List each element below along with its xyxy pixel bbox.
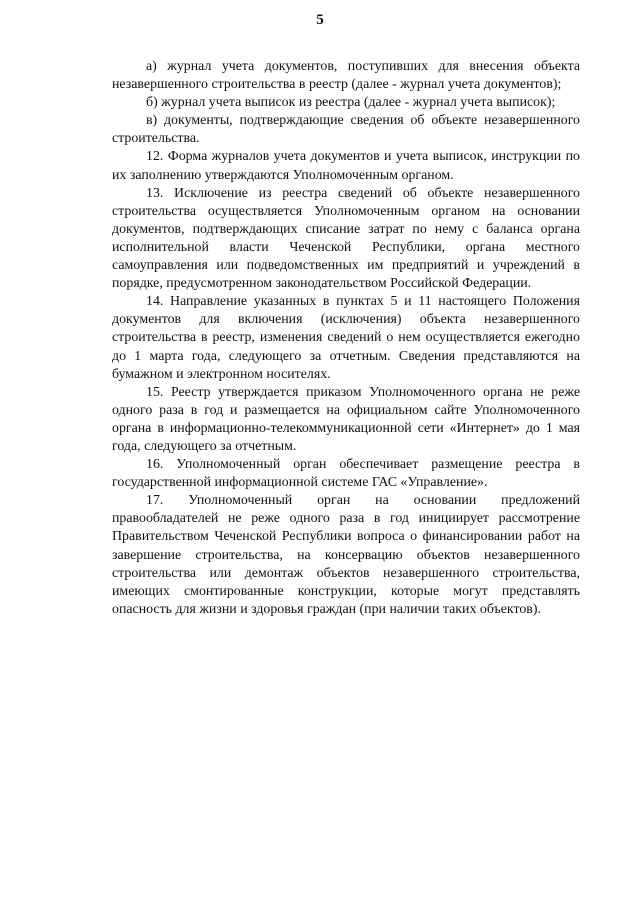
- paragraph-12: 12. Форма журналов учета документов и учета выписок, инструкции по их заполнению утверждаются Уполномоченным органом.: [112, 149, 580, 183]
- paragraph-14: 14. Направление указанных в пунктах 5 и 11 настоящего Положения документов для включения (исключения) объекта незавершенного строительства в реестр, изменения сведений о нем осуществляется ежегодно до 1 марта года, следующего за отчетным. Сведения представляются на бумажном и электронном носителях.: [112, 294, 580, 382]
- paragraph-item-v: в) документы, подтверждающие сведения об объекте незавершенного строительства.: [112, 113, 580, 147]
- paragraph-15: 15. Реестр утверждается приказом Уполномоченного органа не реже одного раза в год и размещается на официальном сайте Уполномоченного органа в информационно-телекоммуникационной сети «Интернет» до 1 мая года, следующего за отчетным.: [112, 384, 580, 454]
- paragraph-17: 17. Уполномоченный орган на основании предложений правообладателей не реже одного раза в год инициирует рассмотрение Правительством Чеченской Республики вопроса о финансировании работ на завершение строительства, на консервацию объектов незавершенного строительства или демонтаж объектов незавершенного строительства, имеющих смонтированные конструкции, которые могут представлять опасность для жизни и здоровья граждан (при наличии таких объектов).: [112, 493, 580, 617]
- page-number: 5: [316, 12, 324, 28]
- paragraph-16: 16. Уполномоченный орган обеспечивает размещение реестра в государственной информационной системе ГАС «Управление».: [112, 457, 580, 491]
- paragraph-item-a: а) журнал учета документов, поступивших для внесения объекта незавершенного строительства в реестр (далее - журнал учета документов);: [112, 59, 580, 93]
- paragraph-item-b: б) журнал учета выписок из реестра (далее - журнал учета выписок);: [146, 95, 556, 111]
- paragraph-13: 13. Исключение из реестра сведений об объекте незавершенного строительства осуществляется Уполномоченным органом на основании документов, подтверждающих списание затрат по нему с баланса органа исполнительной власти Чеченской Республики, органа местного самоуправления или подведомственных им предприятий и учреждений в порядке, предусмотренном законодательством Российской Федерации.: [112, 185, 580, 292]
- document-body: [112, 58, 580, 619]
